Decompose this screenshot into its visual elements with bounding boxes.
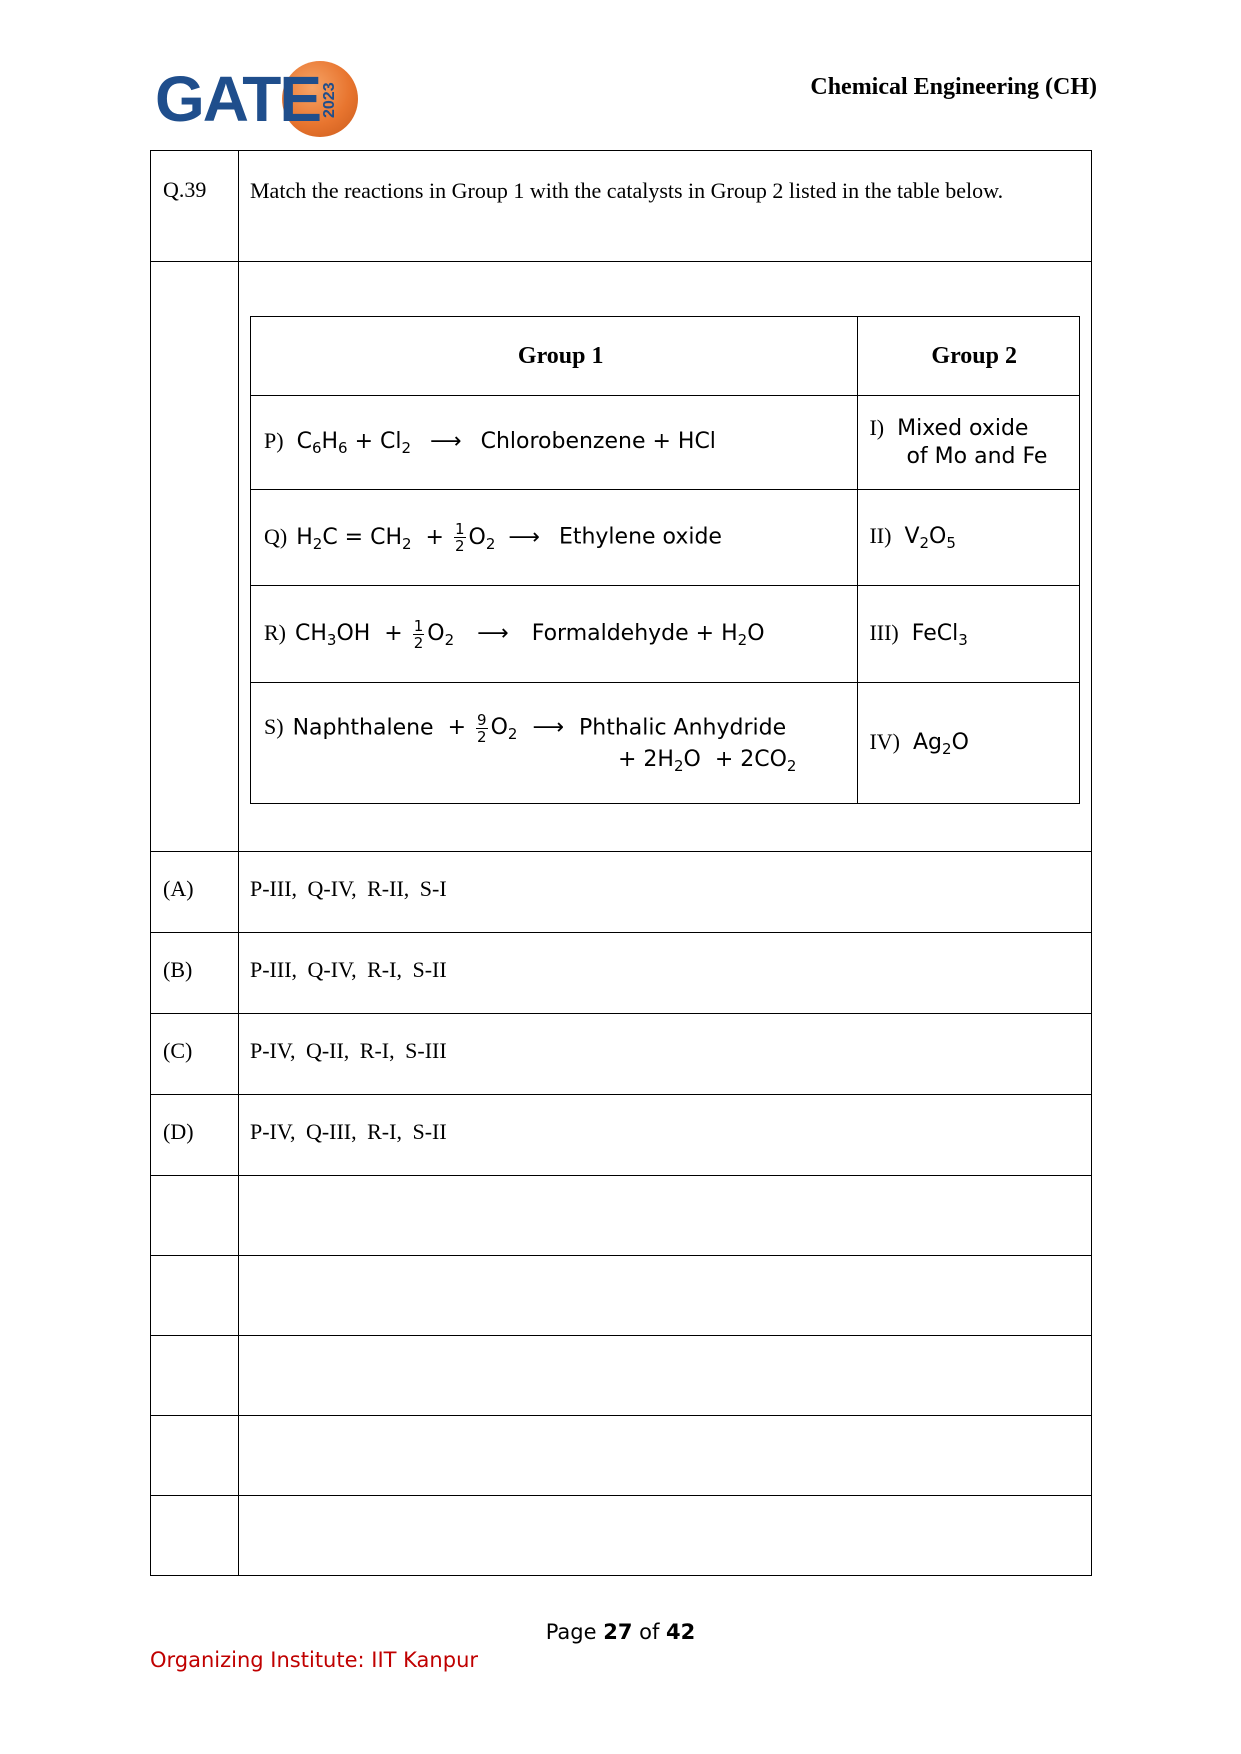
catalyst-iii [858,586,1080,683]
option-row-a[interactable] [150,852,1092,933]
reaction-formula: $CH_3OH$ + $\frac{1}{2}$ $O_2$ [295,616,455,652]
option-row-b[interactable] [150,933,1092,1014]
question-stem: Match the reactions in Group 1 with the catalysts in Group 2 listed in the table below. [250,178,1004,203]
match-row-r [251,586,1080,683]
page-number [0,1620,1241,1644]
catalyst-label: II) [869,523,892,548]
question-stem-cell [239,151,1091,261]
empty-row [150,1416,1092,1496]
reaction-product: Ethylene oxide [558,524,722,550]
group1-header: Group 1 [251,317,858,396]
catalyst-formula: $V_2O_5$ [904,524,956,552]
empty-number-cell [151,1496,239,1575]
reaction-product: Formaldehyde + $H_2O$ [531,621,765,649]
match-table [250,316,1080,804]
paper-title: Chemical Engineering (CH) [810,74,1097,100]
empty-number-cell [151,1416,239,1495]
reaction-formula: + $\frac{9}{2}$ $O_2$ [440,710,518,746]
empty-body-cell [239,1176,1091,1255]
question-number: Q.39 [151,151,239,261]
reaction-formula: $H_2C = CH_2$ + $\frac{1}{2}$ $O_2$ [296,520,496,555]
reaction-product: Phthalic Anhydride [578,715,787,740]
empty-row [150,1176,1092,1256]
arrow-icon: ⟶ [508,524,540,550]
option-label: (D) [151,1095,239,1175]
catalyst-label: IV) [869,728,900,754]
option-text: P-III, Q-IV, R-I, S-II [250,957,447,982]
question-row [150,151,1092,262]
catalyst-i [858,396,1080,490]
reaction-q [251,490,858,586]
reaction-label: P) [264,428,284,453]
reaction-product: Chlorobenzene + HCl [480,429,716,454]
arrow-icon: ⟶ [532,715,564,740]
empty-row [150,1256,1092,1336]
reaction-s [251,683,858,804]
reaction-r [251,586,858,683]
option-text: P-III, Q-IV, R-II, S-I [250,876,447,901]
catalyst-label: III) [869,619,899,645]
empty-number-cell [151,1256,239,1335]
empty-number-cell [151,1176,239,1255]
logo-year: 2023 [321,82,338,118]
catalyst-ii [858,490,1080,586]
page-mid: of [632,1620,667,1644]
empty-row [150,1336,1092,1416]
catalyst-label: I) [869,415,885,440]
reaction-product-line2: + $2H_2O + 2CO_2$ [618,746,797,775]
match-row-p [251,396,1080,490]
catalyst-name: Mixed oxide [897,416,1029,441]
gate-logo [155,60,365,140]
group2-header: Group 2 [858,317,1080,396]
page-prefix: Page [545,1620,604,1644]
option-row-c[interactable] [150,1014,1092,1095]
match-row-s [251,683,1080,804]
empty-number-cell [151,262,239,851]
reaction-formula: $C_6H_6 + Cl_2$ [296,429,412,457]
logo-text: GATE [155,63,321,135]
reaction-label: R) [264,620,286,645]
option-text: P-IV, Q-II, R-I, S-III [250,1038,447,1063]
empty-body-cell [239,1336,1091,1415]
page-current: 27 [603,1620,633,1644]
empty-body-cell [239,1416,1091,1495]
catalyst-iv [858,683,1080,804]
empty-row [150,1496,1092,1576]
catalyst-formula: $Ag_2O$ [913,729,969,758]
option-label: (A) [151,852,239,932]
organizing-institute: Organizing Institute: IIT Kanpur [150,1648,479,1672]
empty-body-cell [239,1496,1091,1575]
catalyst-formula: FeCl$_3$ [911,620,968,649]
arrow-icon: ⟶ [477,621,509,646]
match-row-q [251,490,1080,586]
catalyst-name-line2: of Mo and Fe [906,444,1048,469]
arrow-icon: ⟶ [430,429,462,454]
option-row-d[interactable] [150,1095,1092,1176]
page-total: 42 [666,1620,696,1644]
reaction-p [251,396,858,490]
reaction-label: S) [264,714,284,739]
empty-number-cell [151,1336,239,1415]
option-label: (C) [151,1014,239,1094]
option-text: P-IV, Q-III, R-I, S-II [250,1119,447,1144]
empty-body-cell [239,1256,1091,1335]
reaction-reactant: Naphthalene [292,715,434,740]
reaction-label: Q) [264,523,288,549]
option-label: (B) [151,933,239,1013]
